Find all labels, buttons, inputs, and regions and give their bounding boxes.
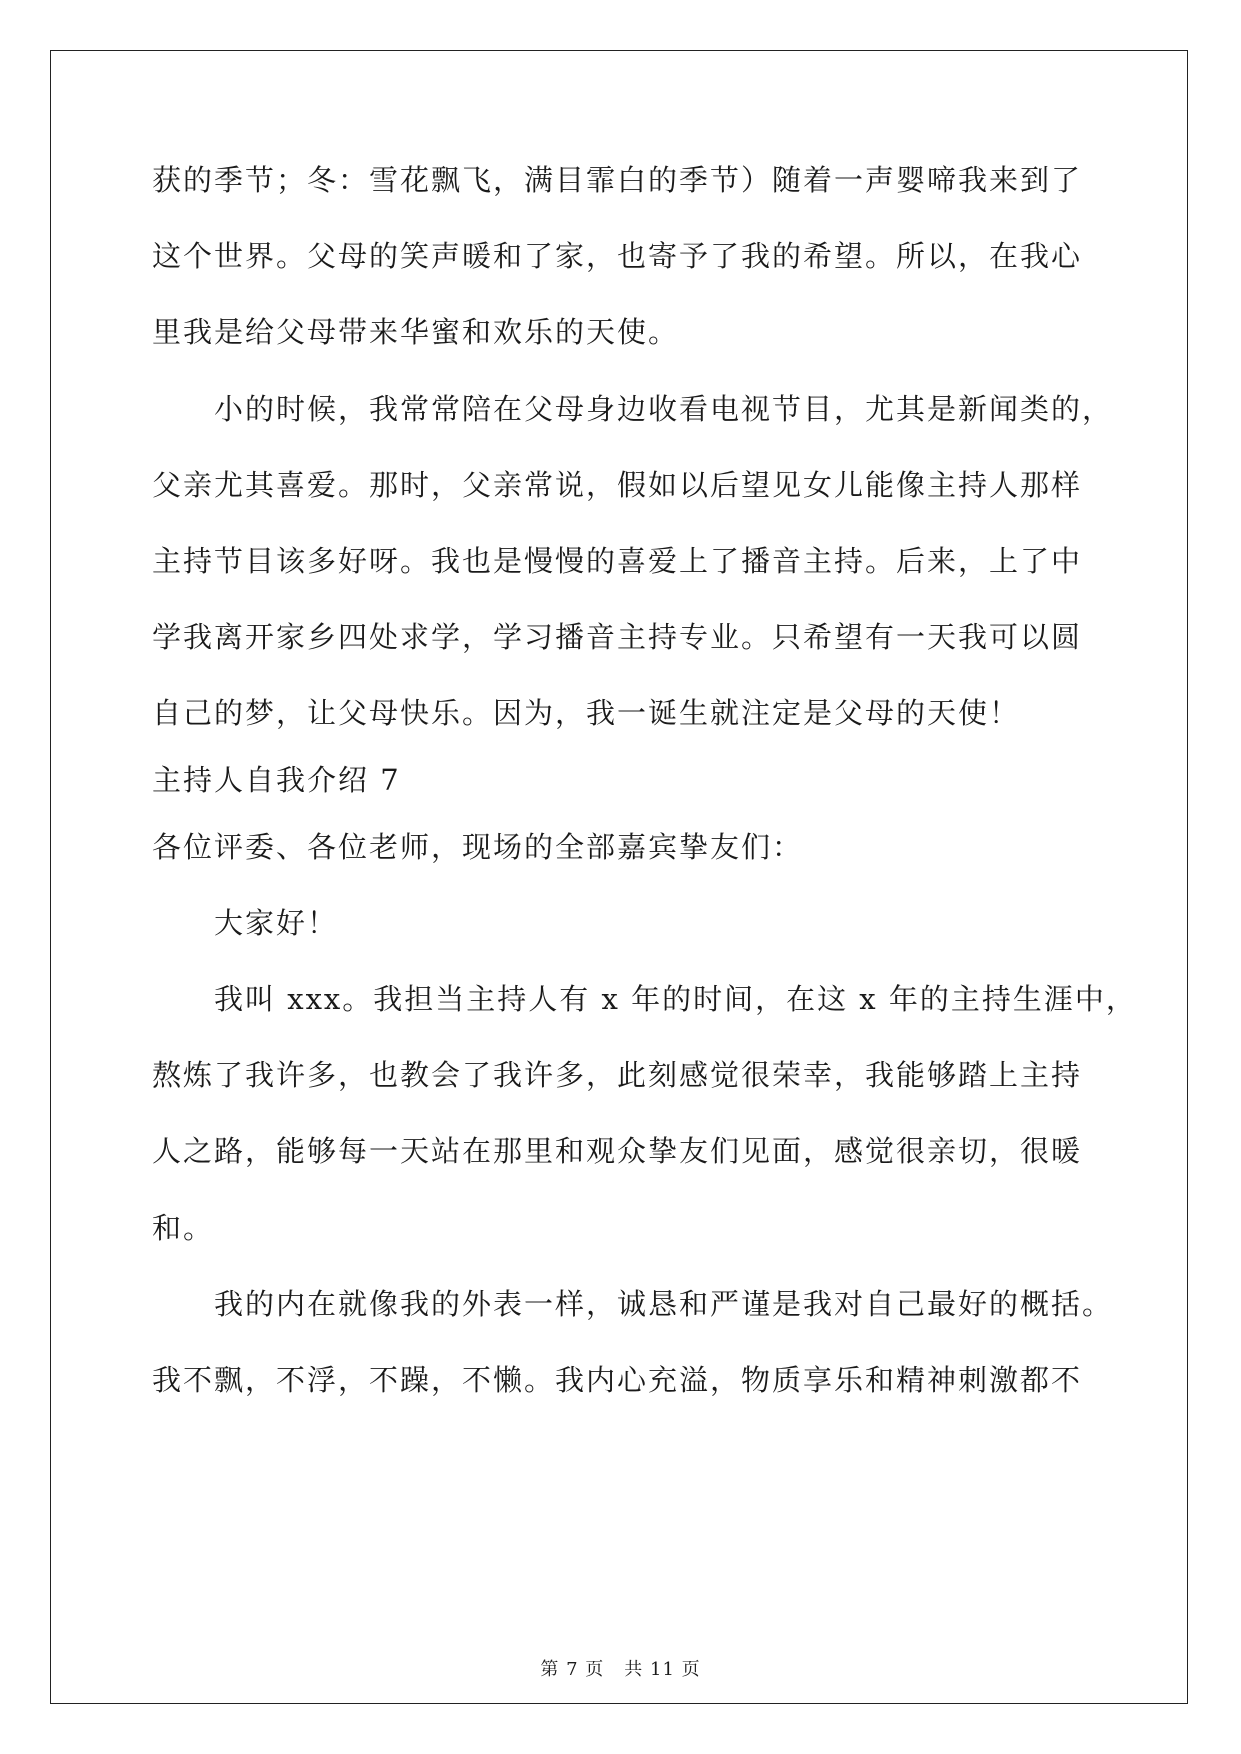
text-line: 主持节目该多好呀。我也是慢慢的喜爱上了播音主持。后来，上了中 — [152, 544, 1083, 578]
text-line: 大家好！ — [152, 906, 339, 940]
page-footer — [0, 1655, 1241, 1681]
section-heading: 主持人自我介绍 7 — [152, 763, 401, 797]
text-line: 小的时候，我常常陪在父母身边收看电视节目，尤其是新闻类的， — [152, 392, 1114, 426]
text-line: 我不飘，不浮，不躁，不懒。我内心充溢，物质享乐和精神刺激都不 — [152, 1363, 1083, 1397]
text-line: 父亲尤其喜爱。那时，父亲常说，假如以后望见女儿能像主持人那样 — [152, 468, 1083, 502]
page-total: 共 11 页 — [624, 1659, 701, 1680]
text-line: 这个世界。父母的笑声暖和了家，也寄予了我的希望。所以，在我心 — [152, 239, 1083, 273]
text-line: 学我离开家乡四处求学，学习播音主持专业。只希望有一天我可以圆 — [152, 620, 1083, 654]
text-line: 获的季节；冬：雪花飘飞，满目霏白的季节）随着一声婴啼我来到了 — [152, 163, 1083, 197]
text-line: 熬炼了我许多，也教会了我许多，此刻感觉很荣幸，我能够踏上主持 — [152, 1058, 1083, 1092]
text-line: 自己的梦，让父母快乐。因为，我一诞生就注定是父母的天使！ — [152, 696, 1021, 730]
text-line: 和。 — [152, 1211, 215, 1245]
text-line: 各位评委、各位老师，现场的全部嘉宾挚友们： — [152, 830, 804, 864]
text-line: 我叫 xxx。我担当主持人有 x 年的时间，在这 x 年的主持生涯中， — [152, 982, 1137, 1016]
page-number: 第 7 页 — [540, 1659, 605, 1680]
text-line: 我的内在就像我的外表一样，诚恳和严谨是我对自己最好的概括。 — [152, 1287, 1114, 1321]
text-line: 里我是给父母带来华蜜和欢乐的天使。 — [152, 315, 680, 349]
page-border — [50, 50, 1188, 1704]
text-line: 人之路，能够每一天站在那里和观众挚友们见面，感觉很亲切，很暖 — [152, 1134, 1083, 1168]
